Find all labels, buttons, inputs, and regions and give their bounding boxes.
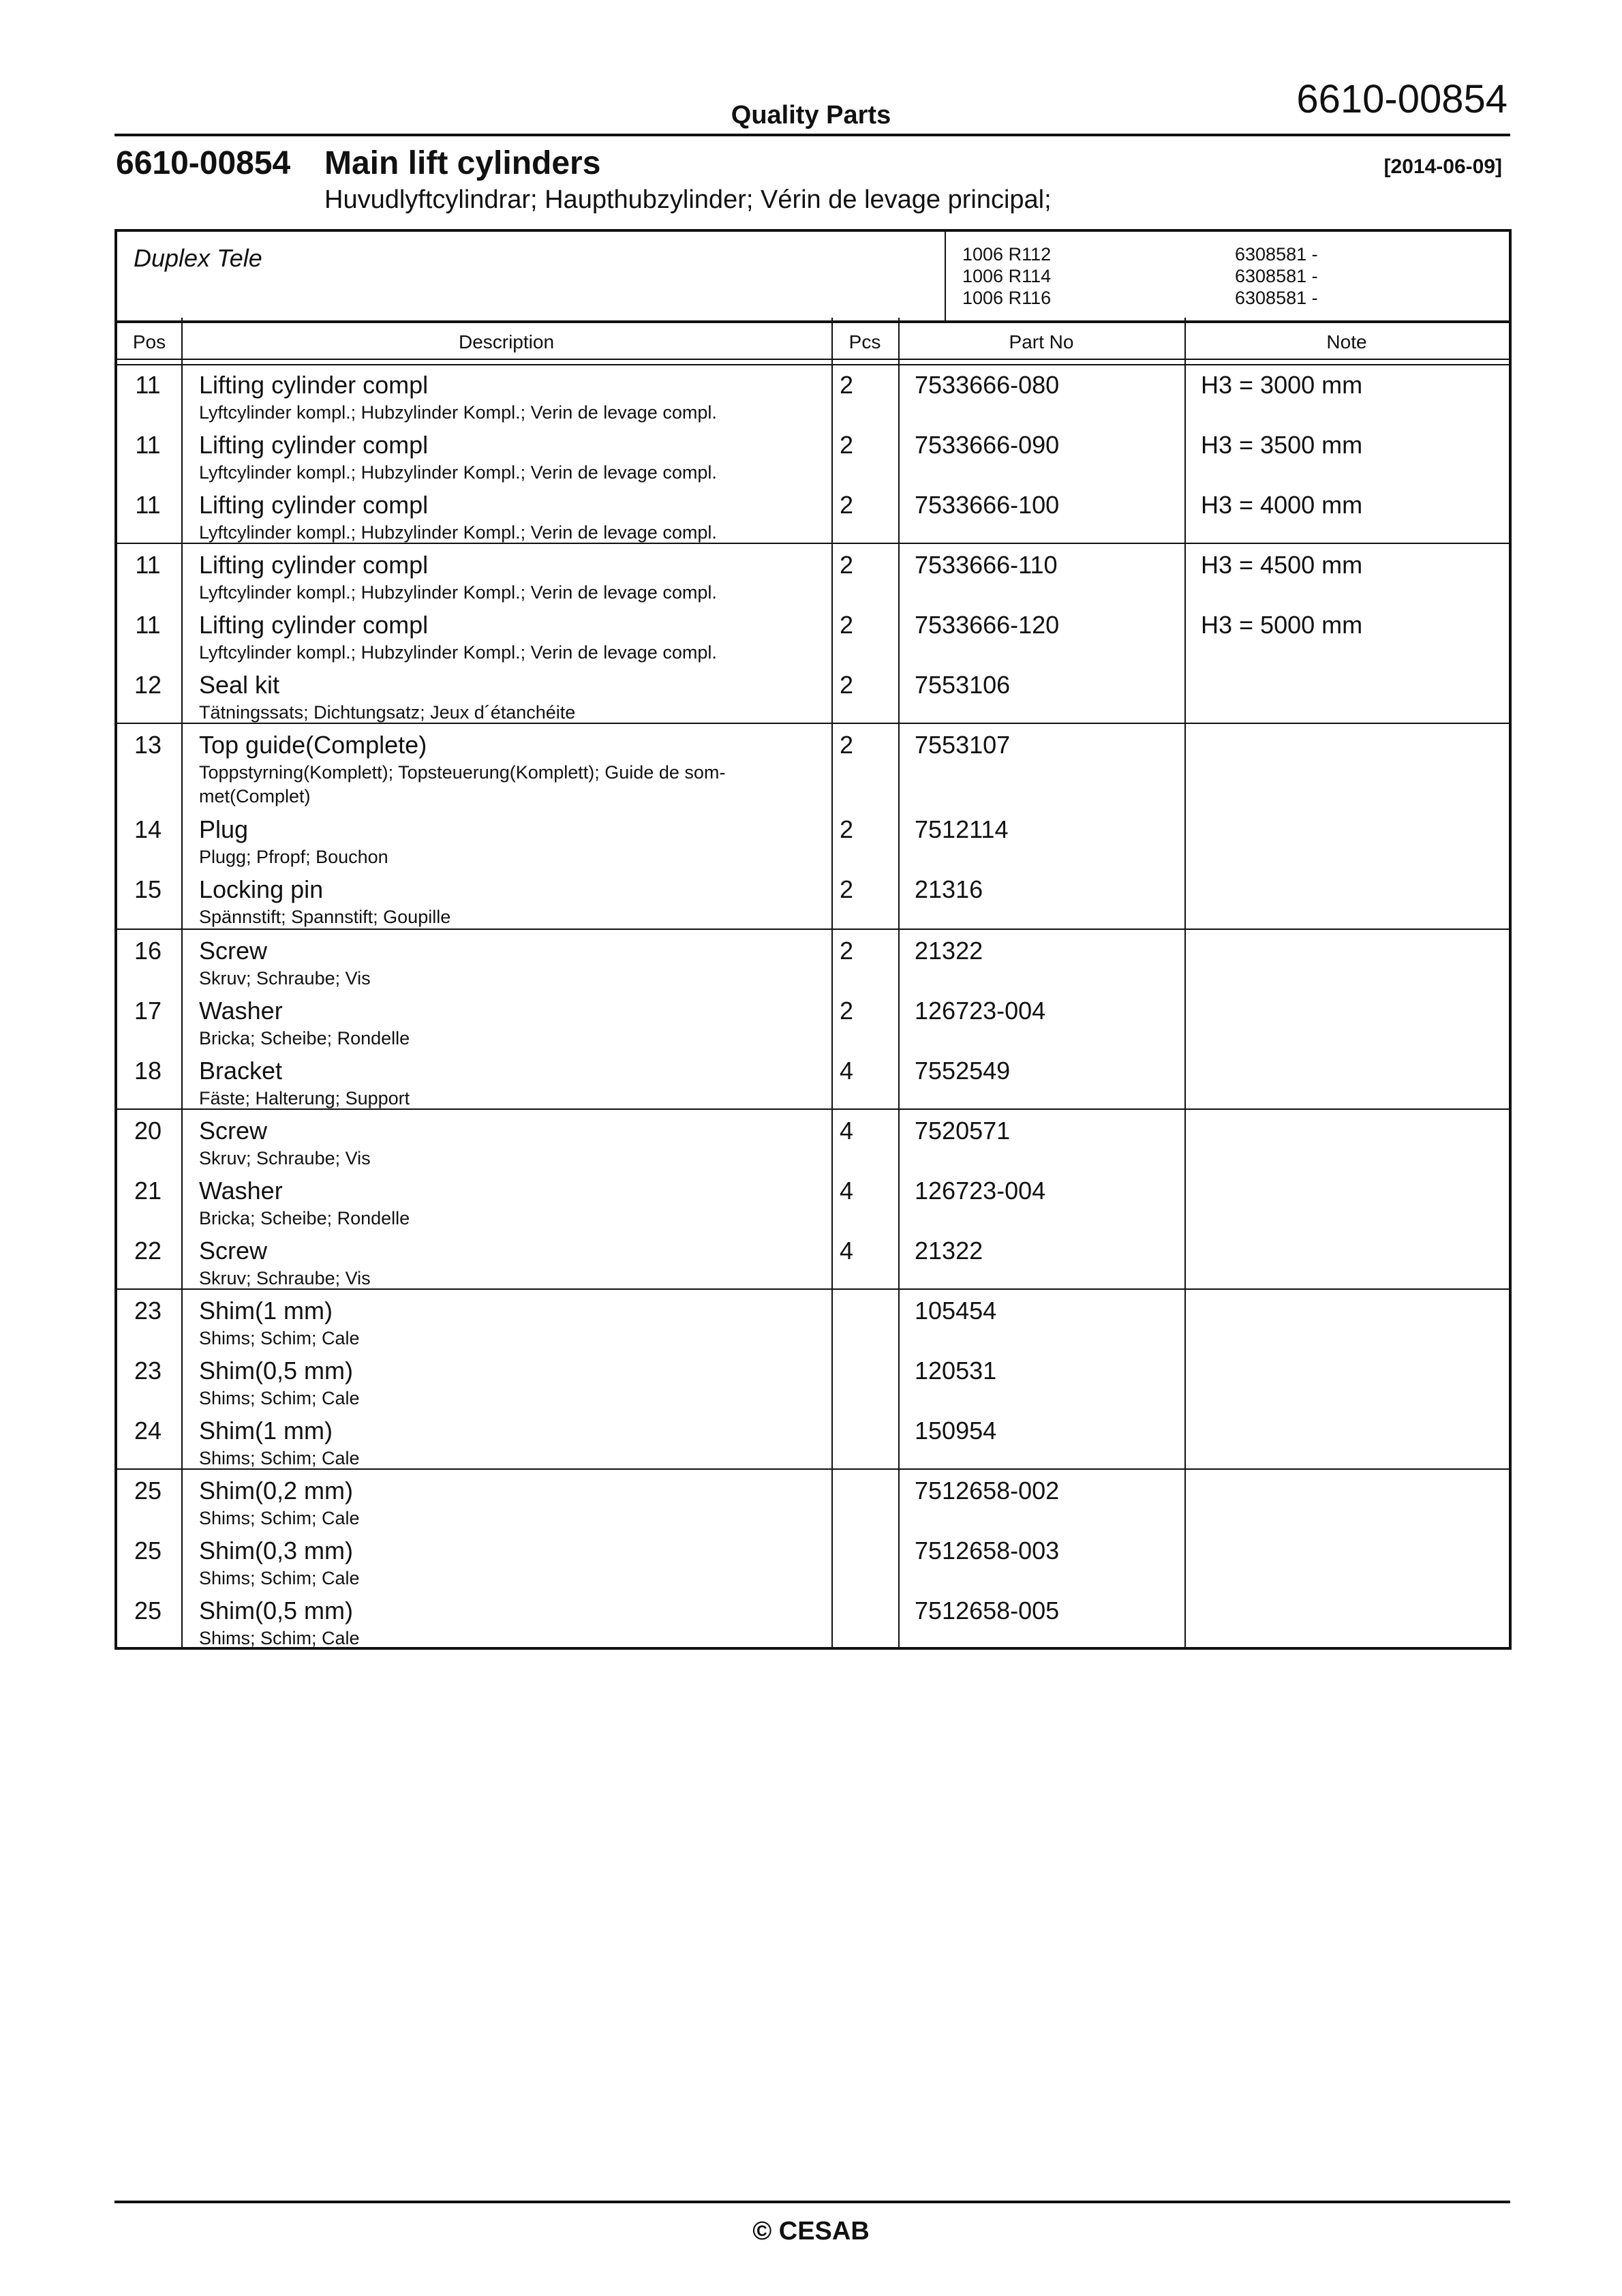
description-cell: Lifting cylinder compl <box>199 371 429 399</box>
part-number-cell: 21316 <box>915 875 983 903</box>
part-number-cell: 21322 <box>915 1237 983 1265</box>
pcs-cell: 2 <box>840 431 854 459</box>
description-translation: Lyftcylinder kompl.; Hubzylinder Kompl.; Verin de levage compl. <box>199 462 717 483</box>
description-translation: Skruv; Schraube; Vis <box>199 968 371 988</box>
model-divider <box>945 232 946 320</box>
description-cell: Washer <box>199 997 283 1025</box>
part-number-cell: 21322 <box>915 937 983 965</box>
table-row <box>117 665 1509 725</box>
part-number-cell: 150954 <box>915 1417 997 1445</box>
table-row <box>117 725 1509 810</box>
description-translation: Fäste; Halterung; Support <box>199 1088 410 1108</box>
column-header-description: Description <box>458 331 555 352</box>
description-cell: Shim(0,5 mm) <box>199 1597 354 1625</box>
description-translation: Spännstift; Spannstift; Goupille <box>199 907 451 927</box>
note-cell: H3 = 4000 mm <box>1201 491 1363 519</box>
pos-cell: 22 <box>134 1237 162 1265</box>
description-cell: Top guide(Complete) <box>199 731 427 759</box>
description-cell: Shim(1 mm) <box>199 1417 333 1445</box>
model-serial: 6308581 - <box>1235 244 1318 265</box>
table-row <box>117 1531 1509 1591</box>
description-cell: Lifting cylinder compl <box>199 551 429 579</box>
description-translation: Lyftcylinder kompl.; Hubzylinder Kompl.; Verin de levage compl. <box>199 402 717 423</box>
model-box <box>114 229 1512 323</box>
column-header-part-no: Part No <box>1009 331 1074 352</box>
description-translation: Shims; Schim; Cale <box>199 1508 360 1528</box>
pos-cell: 18 <box>134 1057 162 1085</box>
table-row <box>117 1411 1509 1471</box>
part-number-cell: 7533666-110 <box>915 551 1058 579</box>
description-translation: Shims; Schim; Cale <box>199 1448 360 1468</box>
description-cell: Shim(1 mm) <box>199 1297 333 1325</box>
pcs-cell: 4 <box>840 1117 854 1145</box>
part-number-cell: 126723-004 <box>915 997 1046 1025</box>
part-number-cell: 7520571 <box>915 1117 1011 1145</box>
description-translation: Shims; Schim; Cale <box>199 1388 360 1408</box>
model-code: 1006 R114 <box>962 266 1052 286</box>
pos-cell: 21 <box>134 1177 162 1205</box>
part-number-cell: 7533666-090 <box>915 431 1060 459</box>
pcs-cell: 2 <box>840 997 854 1025</box>
pcs-cell: 2 <box>840 671 854 699</box>
description-translation: Shims; Schim; Cale <box>199 1568 360 1588</box>
pcs-cell: 2 <box>840 551 854 579</box>
part-number-cell: 126723-004 <box>915 1177 1046 1205</box>
description-translation: Lyftcylinder kompl.; Hubzylinder Kompl.; Verin de levage compl. <box>199 522 717 543</box>
description-cell: Lifting cylinder compl <box>199 491 429 519</box>
part-number-cell: 7512658-003 <box>915 1537 1060 1565</box>
part-number-cell: 7533666-120 <box>915 611 1060 639</box>
header-doc-number: 6610-00854 <box>1296 77 1508 121</box>
pos-cell: 14 <box>134 815 162 843</box>
pcs-cell: 4 <box>840 1177 854 1205</box>
note-cell: H3 = 3500 mm <box>1201 431 1363 459</box>
pcs-cell: 2 <box>840 875 854 903</box>
description-translation: Skruv; Schraube; Vis <box>199 1148 371 1168</box>
table-row <box>117 1471 1509 1531</box>
table-row <box>117 605 1509 665</box>
description-cell: Locking pin <box>199 875 324 903</box>
pcs-cell: 2 <box>840 937 854 965</box>
pos-cell: 25 <box>134 1477 162 1505</box>
table-row <box>117 425 1509 485</box>
table-row <box>117 365 1509 425</box>
pcs-cell: 2 <box>840 815 854 843</box>
pos-cell: 12 <box>134 671 162 699</box>
part-number-cell: 120531 <box>915 1357 997 1385</box>
table-row <box>117 870 1509 930</box>
column-header-pcs: Pcs <box>848 331 881 352</box>
part-number-cell: 7553106 <box>915 671 1011 699</box>
part-number-cell: 105454 <box>915 1297 997 1325</box>
model-serial: 6308581 - <box>1235 266 1318 286</box>
pos-cell: 11 <box>135 611 161 639</box>
header-title: Quality Parts <box>731 101 891 130</box>
model-code: 1006 R112 <box>962 244 1052 265</box>
description-cell: Lifting cylinder compl <box>199 431 429 459</box>
pcs-cell: 2 <box>840 371 854 399</box>
title-translations: Huvudlyftcylindrar; Haupthubzylinder; Vérin de levage principal; <box>324 185 1052 214</box>
description-translation: Skruv; Schraube; Vis <box>199 1268 371 1288</box>
note-cell: H3 = 3000 mm <box>1201 371 1363 399</box>
model-code: 1006 R116 <box>962 288 1052 308</box>
footer-copyright: © CESAB <box>752 2217 870 2246</box>
model-serial: 6308581 - <box>1235 288 1318 308</box>
description-cell: Plug <box>199 815 249 843</box>
table-row <box>117 545 1509 605</box>
description-cell: Seal kit <box>199 671 280 699</box>
description-translation: Tätningssats; Dichtungsatz; Jeux d´étanchéite <box>199 702 576 723</box>
description-translation: Lyftcylinder kompl.; Hubzylinder Kompl.; Verin de levage compl. <box>199 582 717 603</box>
description-cell: Shim(0,3 mm) <box>199 1537 354 1565</box>
note-cell: H3 = 5000 mm <box>1201 611 1363 639</box>
pos-cell: 13 <box>134 731 162 759</box>
pos-cell: 23 <box>134 1357 162 1385</box>
description-translation: Lyftcylinder kompl.; Hubzylinder Kompl.; Verin de levage compl. <box>199 642 717 663</box>
doc-date: [2014-06-09] <box>1383 155 1502 178</box>
pos-cell: 16 <box>134 937 162 965</box>
table-row <box>117 1591 1509 1651</box>
description-cell: Shim(0,5 mm) <box>199 1357 354 1385</box>
table-row <box>117 1171 1509 1231</box>
description-translation: Bricka; Scheibe; Rondelle <box>199 1208 410 1228</box>
description-cell: Washer <box>199 1177 283 1205</box>
pos-cell: 25 <box>134 1597 162 1625</box>
description-cell: Lifting cylinder compl <box>199 611 429 639</box>
table-row <box>117 485 1509 545</box>
description-translation: Plugg; Pfropf; Bouchon <box>199 847 388 867</box>
column-header-note: Note <box>1326 331 1367 352</box>
table-row <box>117 1351 1509 1411</box>
description-translation: Bricka; Scheibe; Rondelle <box>199 1028 410 1048</box>
table-row <box>117 991 1509 1051</box>
table-row <box>117 1051 1509 1111</box>
footer-rule <box>114 2201 1510 2203</box>
doc-number: 6610-00854 <box>116 145 291 181</box>
pos-cell: 11 <box>135 491 161 519</box>
description-cell: Shim(0,2 mm) <box>199 1477 354 1505</box>
table-row <box>117 1111 1509 1171</box>
table-row <box>117 1231 1509 1291</box>
table-row <box>117 1291 1509 1351</box>
pcs-cell: 4 <box>840 1237 854 1265</box>
description-cell: Screw <box>199 937 268 965</box>
model-name: Duplex Tele <box>134 244 262 272</box>
part-number-cell: 7553107 <box>915 731 1011 759</box>
part-number-cell: 7512658-002 <box>915 1477 1060 1505</box>
header-rule <box>114 134 1510 136</box>
description-cell: Screw <box>199 1117 268 1145</box>
description-cell: Screw <box>199 1237 268 1265</box>
table-row <box>117 931 1509 991</box>
pos-cell: 23 <box>134 1297 162 1325</box>
pcs-cell: 2 <box>840 491 854 519</box>
page-title: Main lift cylinders <box>324 145 601 181</box>
header-rule <box>117 359 1509 360</box>
pos-cell: 15 <box>134 875 162 903</box>
parts-table <box>114 318 1512 1650</box>
pos-cell: 20 <box>134 1117 162 1145</box>
part-number-cell: 7533666-080 <box>915 371 1060 399</box>
description-cell: Bracket <box>199 1057 283 1085</box>
pos-cell: 11 <box>135 431 161 459</box>
pos-cell: 25 <box>134 1537 162 1565</box>
part-number-cell: 7552549 <box>915 1057 1011 1085</box>
pcs-cell: 4 <box>840 1057 854 1085</box>
part-number-cell: 7512658-005 <box>915 1597 1060 1625</box>
pcs-cell: 2 <box>840 731 854 759</box>
note-cell: H3 = 4500 mm <box>1201 551 1363 579</box>
description-translation: Toppstyrning(Komplett); Topsteuerung(Komplett); Guide de som-met(Complet) <box>199 762 726 806</box>
pcs-cell: 2 <box>840 611 854 639</box>
column-header-pos: Pos <box>132 331 166 352</box>
pos-cell: 11 <box>135 371 161 399</box>
description-translation: Shims; Schim; Cale <box>199 1628 360 1648</box>
part-number-cell: 7512114 <box>915 815 1009 843</box>
pos-cell: 17 <box>134 997 162 1025</box>
pos-cell: 11 <box>135 551 161 579</box>
description-translation: Shims; Schim; Cale <box>199 1328 360 1348</box>
part-number-cell: 7533666-100 <box>915 491 1060 519</box>
pos-cell: 24 <box>134 1417 162 1445</box>
table-row <box>117 810 1509 870</box>
